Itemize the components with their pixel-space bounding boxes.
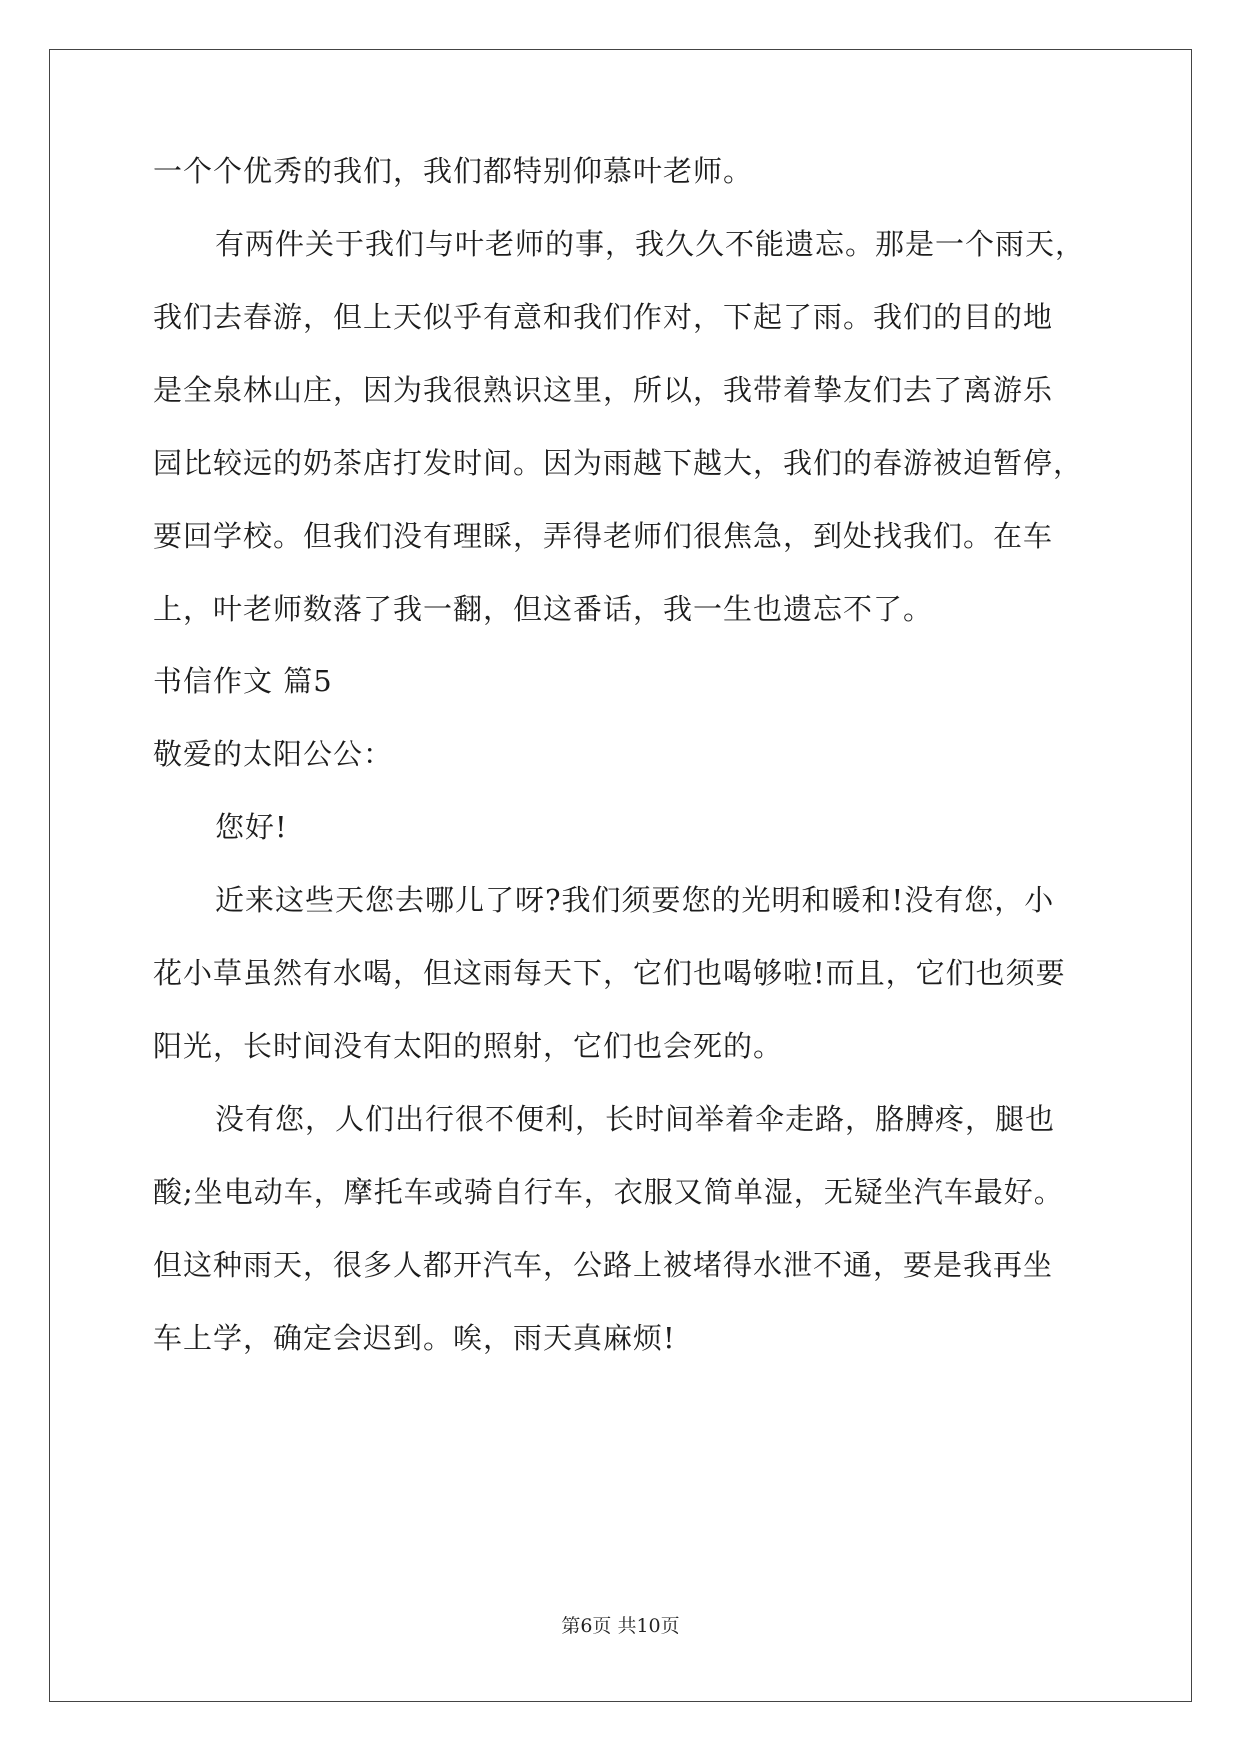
paragraph-line: 近来这些天您去哪儿了呀?我们须要您的光明和暖和!没有您，小 <box>215 883 1055 917</box>
paragraph-line: 我们去春游，但上天似乎有意和我们作对，下起了雨。我们的目的地 <box>153 300 1054 334</box>
paragraph-line: 没有您，人们出行很不便利，长时间举着伞走路，胳膊疼，腿也 <box>215 1102 1056 1136</box>
paragraph-line: 酸;坐电动车，摩托车或骑自行车，衣服又简单湿，无疑坐汽车最好。 <box>153 1175 1064 1209</box>
paragraph-line: 车上学，确定会迟到。唉，雨天真麻烦! <box>153 1321 676 1355</box>
paragraph-line: 园比较远的奶茶店打发时间。因为雨越下越大，我们的春游被迫暂停， <box>153 446 1084 480</box>
page-number: 第6页 共10页 <box>561 1615 680 1637</box>
letter-salutation: 敬爱的太阳公公： <box>153 737 394 771</box>
section-heading: 书信作文 篇5 <box>153 664 333 698</box>
paragraph-line: 有两件关于我们与叶老师的事，我久久不能遗忘。那是一个雨天， <box>215 227 1086 261</box>
paragraph-line: 但这种雨天，很多人都开汽车，公路上被堵得水泄不通，要是我再坐 <box>153 1248 1054 1282</box>
paragraph-line: 要回学校。但我们没有理睬，弄得老师们很焦急，到处找我们。在车 <box>153 519 1054 553</box>
paragraph-line: 上，叶老师数落了我一翻，但这番话，我一生也遗忘不了。 <box>153 592 934 626</box>
paragraph-line: 阳光，长时间没有太阳的照射，它们也会死的。 <box>153 1029 784 1063</box>
paragraph-line: 是全泉林山庄，因为我很熟识这里，所以，我带着挚友们去了离游乐 <box>153 373 1054 407</box>
letter-greeting: 您好! <box>215 810 288 844</box>
paragraph-line: 花小草虽然有水喝，但这雨每天下，它们也喝够啦!而且，它们也须要 <box>153 956 1066 990</box>
paragraph-line: 一个个优秀的我们，我们都特别仰慕叶老师。 <box>153 154 754 188</box>
